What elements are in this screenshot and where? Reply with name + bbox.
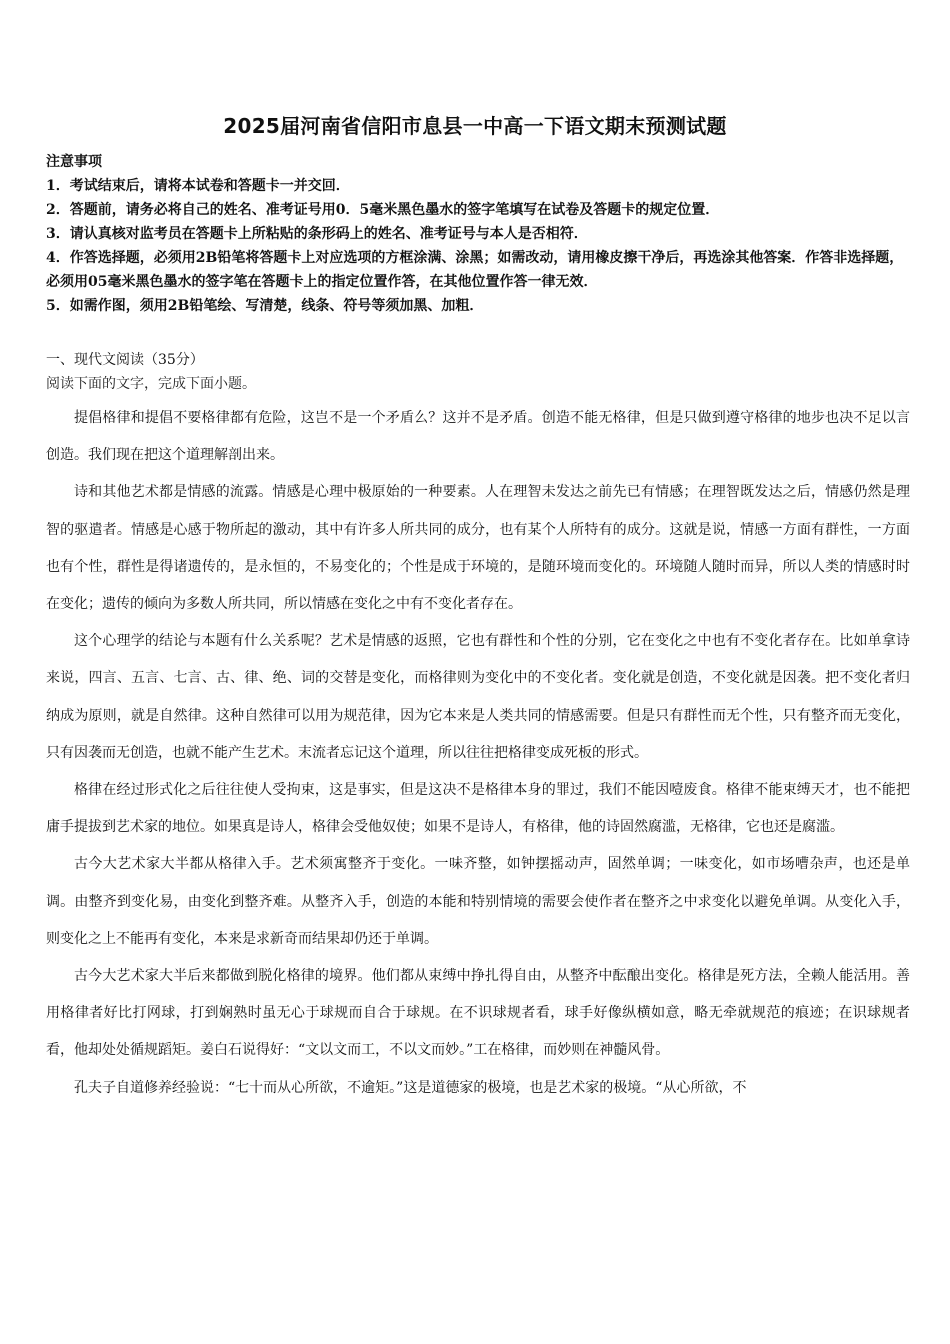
section-instruction: 阅读下面的文字，完成下面小题。 — [46, 376, 256, 392]
notice-item: 4．作答选择题，必须用2B铅笔将答题卡上对应选项的方框涂满、涂黑；如需改动，请用橡皮擦干净后，再选涂其他答案．作答非选择题，必须用05毫米黑色墨水的签字笔在答题卡上的指定位置作答，在其他位置作答一律无效． — [46, 250, 904, 290]
passage-paragraph: 孔夫子自道修养经验说：“七十而从心所欲，不逾矩。”这是道德家的极境，也是艺术家的极境。“从心所欲，不 — [74, 1079, 747, 1096]
passage-paragraph: 古今大艺术家大半都从格律入手。艺术须寓整齐于变化。一味齐整，如钟摆摇动声，固然单调；一味变化，如市场嘈杂声，也还是单调。由整齐到变化易，由变化到整齐难。从整齐入手，创造的本能和特别情境的需要会使作者在整齐之中求变化以避免单调。从变化入手，则变化之上不能再有变化，本来是求新奇而结果却仍还于单调。 — [46, 856, 910, 947]
passage-paragraph: 这个心理学的结论与本题有什么关系呢？艺术是情感的返照，它也有群性和个性的分别，它在变化之中也有不变化者存在。比如单拿诗来说，四言、五言、七言、古、律、绝、词的交替是变化，而格律则为变化中的不变化者。变化就是创造，不变化就是因袭。把不变化者归纳成为原则，就是自然律。这种自然律可以用为规范律，因为它本来是人类共同的情感需要。但是只有群性而无个性，只有整齐而无变化，只有因袭而无创造，也就不能产生艺术。末流者忘记这个道理，所以往往把格律变成死板的形式。 — [46, 633, 910, 761]
passage-paragraph: 提倡格律和提倡不要格律都有危险，这岂不是一个矛盾么？这并不是矛盾。创造不能无格律，但是只做到遵守格律的地步也决不足以言创造。我们现在把这个道理解剖出来。 — [46, 410, 910, 464]
notice-item: 1．考试结束后，请将本试卷和答题卡一并交回． — [46, 178, 350, 194]
page-title: 2025届河南省信阳市息县一中高一下语文期末预测试题 — [223, 114, 727, 138]
notice-item: 3．请认真核对监考员在答题卡上所粘贴的条形码上的姓名、准考证号与本人是否相符． — [46, 226, 588, 242]
notice-heading: 注意事项 — [46, 154, 102, 170]
notice-item: 2．答题前，请务必将自己的姓名、准考证号用0．5毫米黑色墨水的签字笔填写在试卷及答题卡的规定位置． — [46, 202, 720, 218]
passage-paragraph: 古今大艺术家大半后来都做到脱化格律的境界。他们都从束缚中挣扎得自由，从整齐中酝酿出变化。格律是死方法，全赖人能活用。善用格律者好比打网球，打到娴熟时虽无心于球规而自合于球规。在不识球规者看，球手好像纵横如意，略无牵就规范的痕迹；在识球规者看，他却处处循规蹈矩。姜白石说得好：“文以文而工，不以文而妙。”工在格律，而妙则在神髓风骨。 — [46, 968, 910, 1059]
passage-paragraph: 格律在经过形式化之后往往使人受拘束，这是事实，但是这决不是格律本身的罪过，我们不能因噎废食。格律不能束缚天才，也不能把庸手提拔到艺术家的地位。如果真是诗人，格律会受他奴使；如果不是诗人，有格律，他的诗固然腐滥，无格律，它也还是腐滥。 — [46, 782, 910, 836]
section-heading: 一、现代文阅读（35分） — [46, 352, 204, 368]
passage-paragraph: 诗和其他艺术都是情感的流露。情感是心理中极原始的一种要素。人在理智未发达之前先已有情感；在理智既发达之后，情感仍然是理智的驱遣者。情感是心感于物所起的激动，其中有许多人所共同的成分，也有某个人所特有的成分。这就是说，情感一方面有群性，一方面也有个性，群性是得诸遗传的，是永恒的，不易变化的；个性是成于环境的，是随环境而变化的。环境随人随时而异，所以人类的情感时时在变化；遗传的倾向为多数人所共同，所以情感在变化之中有不变化者存在。 — [46, 484, 910, 613]
reading-passage — [46, 400, 910, 1107]
notice-item: 5．如需作图，须用2B铅笔绘、写清楚，线条、符号等须加黑、加粗． — [46, 298, 484, 314]
notice-block — [46, 150, 906, 318]
section-header — [46, 348, 906, 396]
